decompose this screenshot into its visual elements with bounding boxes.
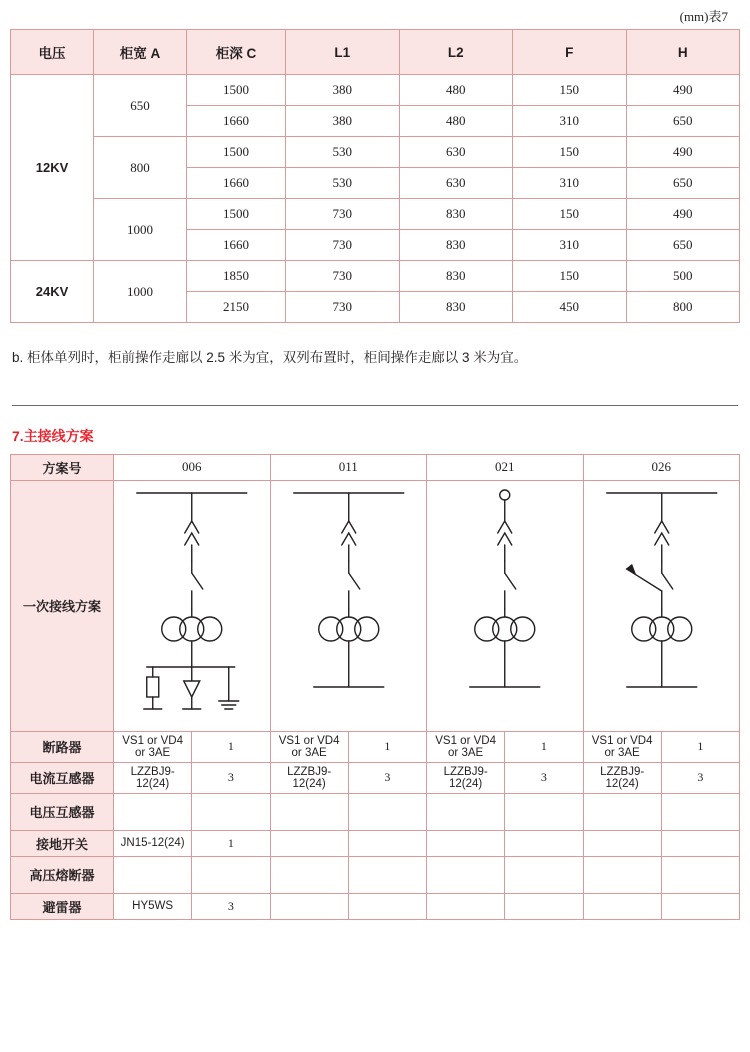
breaker-qty-021: 1 (505, 731, 583, 762)
earth-switch-qty-011 (348, 830, 426, 856)
scheme-no-026: 026 (583, 454, 740, 480)
earth-switch-011 (270, 830, 348, 856)
cell-width: 800 (94, 137, 187, 199)
cell-l2: 480 (399, 75, 513, 106)
fuse-qty-026 (661, 856, 739, 893)
cell-l2: 630 (399, 168, 513, 199)
single-line-diagram-026 (584, 481, 740, 731)
col-voltage: 电压 (11, 30, 94, 75)
cell-f: 150 (513, 199, 627, 230)
single-line-diagram-021 (427, 481, 583, 731)
note-b: b. 柜体单列时，柜前操作走廊以 2.5 米为宜，双列布置时，柜间操作走廊以 3 米为宜。 (12, 350, 528, 365)
fuse-qty-021 (505, 856, 583, 893)
pt-row (11, 793, 740, 830)
cell-l2: 830 (399, 292, 513, 323)
single-line-diagram-006 (114, 481, 270, 731)
cell-h: 490 (626, 75, 740, 106)
col-depth-c: 柜深 C (187, 30, 286, 75)
breaker-006: VS1 or VD4 or 3AE (114, 731, 192, 762)
col-f: F (513, 30, 627, 75)
cell-h: 650 (626, 106, 740, 137)
breaker-021: VS1 or VD4 or 3AE (427, 731, 505, 762)
section-title: 7.主接线方案 (12, 427, 94, 444)
cell-f: 150 (513, 75, 627, 106)
diagram-021 (427, 480, 584, 731)
dimension-table-header (11, 30, 740, 75)
earth-switch-021 (427, 830, 505, 856)
arrester-011 (270, 893, 348, 919)
scheme-no-021: 021 (427, 454, 584, 480)
earth-switch-026 (583, 830, 661, 856)
ct-021: LZZBJ9-12(24) (427, 762, 505, 793)
cell-width: 650 (94, 75, 187, 137)
fuse-row (11, 856, 740, 893)
cell-voltage: 24KV (11, 261, 94, 323)
fuse-qty-011 (348, 856, 426, 893)
cell-f: 150 (513, 137, 627, 168)
rowhead-pt: 电压互感器 (11, 793, 114, 830)
scheme-no-006: 006 (114, 454, 271, 480)
breaker-011: VS1 or VD4 or 3AE (270, 731, 348, 762)
table-row (11, 137, 740, 168)
cell-f: 310 (513, 168, 627, 199)
table-row (11, 199, 740, 230)
rowhead-diagram: 一次接线方案 (11, 480, 114, 731)
cell-f: 450 (513, 292, 627, 323)
single-line-diagram-011 (271, 481, 427, 731)
arrester-qty-011 (348, 893, 426, 919)
breaker-qty-026: 1 (661, 731, 739, 762)
pt-qty-026 (661, 793, 739, 830)
table-row (11, 261, 740, 292)
dimension-table-body (11, 75, 740, 323)
col-width-a: 柜宽 A (94, 30, 187, 75)
cell-l2: 830 (399, 230, 513, 261)
pt-qty-021 (505, 793, 583, 830)
ct-qty-011: 3 (348, 762, 426, 793)
arrester-qty-021 (505, 893, 583, 919)
rowhead-earth-switch: 接地开关 (11, 830, 114, 856)
cell-width: 1000 (94, 261, 187, 323)
cell-depth: 1850 (187, 261, 286, 292)
scheme-table (10, 454, 740, 920)
scheme-table-body (11, 454, 740, 919)
cell-depth: 1660 (187, 230, 286, 261)
cell-l2: 830 (399, 261, 513, 292)
fuse-011 (270, 856, 348, 893)
dimension-table (10, 29, 740, 323)
cell-h: 490 (626, 199, 740, 230)
cell-depth: 1660 (187, 168, 286, 199)
col-l1: L1 (286, 30, 400, 75)
arrester-row (11, 893, 740, 919)
rowhead-fuse: 高压熔断器 (11, 856, 114, 893)
ct-026: LZZBJ9-12(24) (583, 762, 661, 793)
scheme-no-011: 011 (270, 454, 427, 480)
fuse-026 (583, 856, 661, 893)
cell-h: 490 (626, 137, 740, 168)
col-h: H (626, 30, 740, 75)
arrester-026 (583, 893, 661, 919)
breaker-qty-011: 1 (348, 731, 426, 762)
cell-depth: 2150 (187, 292, 286, 323)
cell-voltage: 12KV (11, 75, 94, 261)
cell-h: 500 (626, 261, 740, 292)
cell-f: 310 (513, 230, 627, 261)
cell-l1: 730 (286, 230, 400, 261)
rowhead-arrester: 避雷器 (11, 893, 114, 919)
cell-l1: 730 (286, 292, 400, 323)
fuse-qty-006 (192, 856, 270, 893)
ct-qty-006: 3 (192, 762, 270, 793)
pt-qty-006 (192, 793, 270, 830)
cell-l2: 630 (399, 137, 513, 168)
cell-depth: 1500 (187, 75, 286, 106)
diagram-006 (114, 480, 271, 731)
breaker-row (11, 731, 740, 762)
table-row (11, 75, 740, 106)
arrester-021 (427, 893, 505, 919)
col-l2: L2 (399, 30, 513, 75)
section-divider (12, 405, 738, 406)
diagram-026 (583, 480, 740, 731)
pt-026 (583, 793, 661, 830)
earth-switch-006: JN15-12(24) (114, 830, 192, 856)
cell-l1: 730 (286, 199, 400, 230)
cell-l1: 530 (286, 137, 400, 168)
pt-021 (427, 793, 505, 830)
cell-l2: 480 (399, 106, 513, 137)
cell-l1: 730 (286, 261, 400, 292)
earth-switch-qty-021 (505, 830, 583, 856)
cell-l1: 380 (286, 106, 400, 137)
unit-caption: (mm)表7 (679, 9, 728, 24)
diagram-011 (270, 480, 427, 731)
table-header-row (11, 30, 740, 75)
cell-depth: 1500 (187, 199, 286, 230)
cell-f: 310 (513, 106, 627, 137)
breaker-qty-006: 1 (192, 731, 270, 762)
ct-006: LZZBJ9-12(24) (114, 762, 192, 793)
cell-l2: 830 (399, 199, 513, 230)
pt-011 (270, 793, 348, 830)
cell-f: 150 (513, 261, 627, 292)
rowhead-scheme-no: 方案号 (11, 454, 114, 480)
ct-qty-026: 3 (661, 762, 739, 793)
arrester-006: HY5WS (114, 893, 192, 919)
diagram-row (11, 480, 740, 731)
earth-switch-qty-026 (661, 830, 739, 856)
cell-depth: 1660 (187, 106, 286, 137)
pt-006 (114, 793, 192, 830)
arrester-qty-006: 3 (192, 893, 270, 919)
pt-qty-011 (348, 793, 426, 830)
cell-width: 1000 (94, 199, 187, 261)
breaker-026: VS1 or VD4 or 3AE (583, 731, 661, 762)
fuse-006 (114, 856, 192, 893)
cell-l1: 530 (286, 168, 400, 199)
scheme-no-row (11, 454, 740, 480)
cell-depth: 1500 (187, 137, 286, 168)
rowhead-breaker: 断路器 (11, 731, 114, 762)
cell-h: 800 (626, 292, 740, 323)
rowhead-ct: 电流互感器 (11, 762, 114, 793)
cell-h: 650 (626, 168, 740, 199)
cell-l1: 380 (286, 75, 400, 106)
fuse-021 (427, 856, 505, 893)
ct-row (11, 762, 740, 793)
ct-011: LZZBJ9-12(24) (270, 762, 348, 793)
cell-h: 650 (626, 230, 740, 261)
arrester-qty-026 (661, 893, 739, 919)
earth-switch-qty-006: 1 (192, 830, 270, 856)
ct-qty-021: 3 (505, 762, 583, 793)
earth-switch-row (11, 830, 740, 856)
